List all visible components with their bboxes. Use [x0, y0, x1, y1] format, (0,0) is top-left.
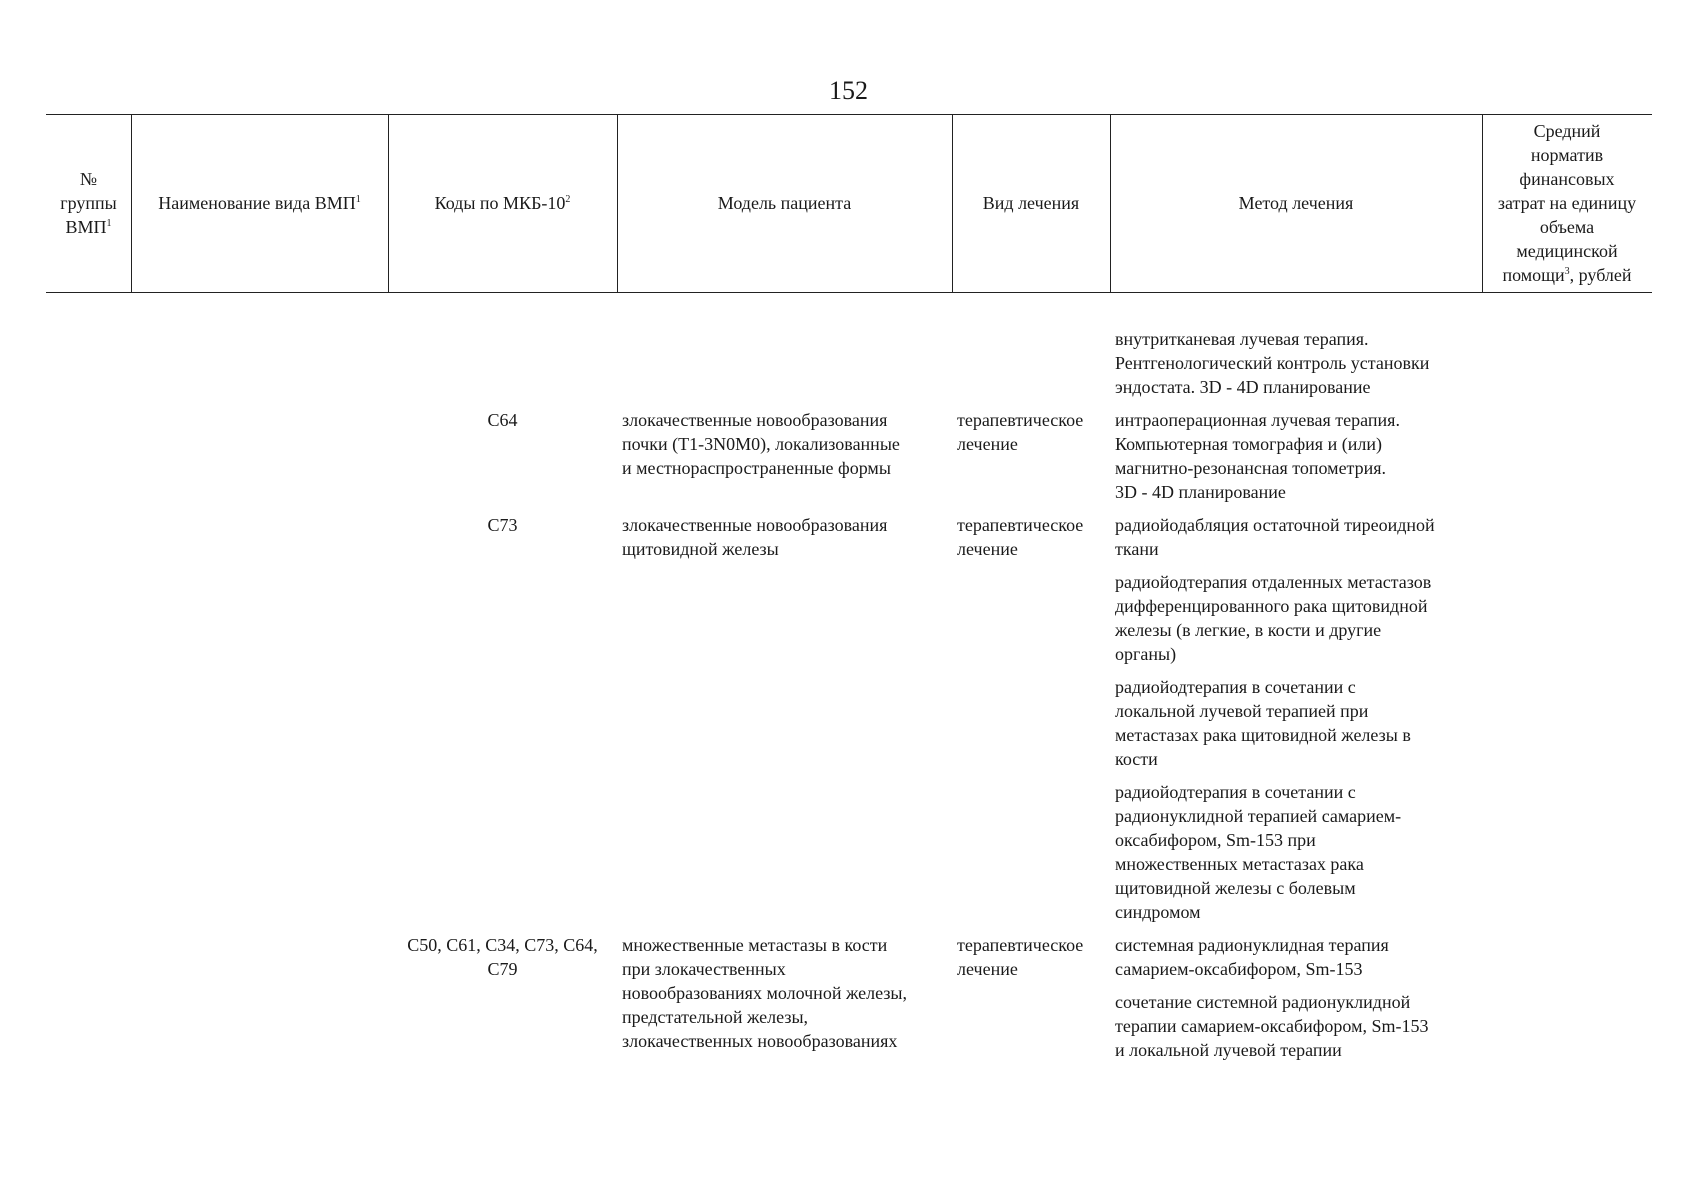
text-line: органы): [1115, 644, 1177, 664]
text-line: 3D - 4D планирование: [1115, 482, 1286, 502]
footnote-mark: 1: [355, 194, 361, 205]
treatment-type: [957, 933, 1083, 981]
text-line: новообразованиях молочной железы,: [622, 983, 908, 1003]
header-treatment-method: [1110, 114, 1482, 292]
text-line: множественные метастазы в кости: [622, 935, 888, 955]
header-text: Наименование вида ВМП: [158, 193, 356, 213]
header-text: Средний: [1533, 121, 1601, 141]
text-line: злокачественные новообразования: [622, 515, 888, 535]
header-patient-model: [617, 114, 952, 292]
patient-model: [622, 408, 900, 480]
page-number: 152: [829, 76, 868, 105]
text-line: синдромом: [1115, 902, 1201, 922]
text-line: Компьютерная томография и (или): [1115, 434, 1382, 454]
text-line: злокачественных новообразованиях: [622, 1031, 898, 1051]
text-line: при злокачественных: [622, 959, 786, 979]
footnote-mark: 3: [1564, 266, 1570, 277]
text-line: системная радионуклидная терапия: [1115, 935, 1389, 955]
header-text: №: [79, 169, 98, 189]
text-line: C79: [487, 959, 518, 979]
text-line: локальной лучевой терапией при: [1115, 701, 1369, 721]
treatment-type: [957, 408, 1083, 456]
text-line: радионуклидной терапией самарием-: [1115, 806, 1402, 826]
treatment-method: [1115, 990, 1428, 1062]
text-line: множественных метастазах рака: [1115, 854, 1364, 874]
text-line: внутритканевая лучевая терапия.: [1115, 329, 1369, 349]
treatment-method: [1115, 327, 1429, 399]
text-line: сочетание системной радионуклидной: [1115, 992, 1411, 1012]
text-line: C50, C61, C34, C73, C64,: [407, 935, 598, 955]
header-text: помощи: [1502, 265, 1565, 285]
text-line: и локальной лучевой терапии: [1115, 1040, 1342, 1060]
text-line: радиойодтерапия в сочетании с: [1115, 677, 1356, 697]
text-line: лечение: [957, 539, 1018, 559]
text-line: железы (в легкие, в кости и другие: [1115, 620, 1382, 640]
text-line: щитовидной железы с болевым: [1115, 878, 1356, 898]
text-line: интраоперационная лучевая терапия.: [1115, 410, 1400, 430]
header-text: медицинской: [1516, 241, 1618, 261]
text-line: кости: [1115, 749, 1158, 769]
text-line: предстательной железы,: [622, 1007, 809, 1027]
text-line: лечение: [957, 434, 1018, 454]
text-line: дифференцированного рака щитовидной: [1115, 596, 1428, 616]
patient-model: [622, 933, 907, 1053]
text-line: злокачественные новообразования: [622, 410, 888, 430]
header-text: Коды по МКБ-10: [434, 193, 566, 213]
patient-model: [622, 513, 887, 561]
text-line: лечение: [957, 959, 1018, 979]
text-line: C64: [487, 410, 518, 430]
icd-code: [388, 408, 617, 432]
header-text: норматив: [1530, 145, 1604, 165]
treatment-method: [1115, 933, 1389, 981]
header-text: Вид лечения: [982, 193, 1080, 213]
text-line: ткани: [1115, 539, 1159, 559]
icd-code: [388, 933, 617, 981]
header-treatment-type: [952, 114, 1110, 292]
icd-code: [388, 513, 617, 537]
header-text: затрат на единицу: [1497, 193, 1637, 213]
header-text: Метод лечения: [1238, 193, 1354, 213]
treatment-method: [1115, 408, 1400, 504]
header-text: группы: [60, 193, 117, 213]
treatment-method: [1115, 780, 1401, 924]
header-text: ВМП: [65, 217, 107, 237]
text-line: терапевтическое: [957, 515, 1084, 535]
text-line: самарием-оксабифором, Sm-153: [1115, 959, 1363, 979]
text-line: оксабифором, Sm-153 при: [1115, 830, 1316, 850]
text-line: метастазах рака щитовидной железы в: [1115, 725, 1411, 745]
treatment-method: [1115, 675, 1411, 771]
footnote-mark: 1: [106, 218, 112, 229]
text-line: эндостата. 3D - 4D планирование: [1115, 377, 1371, 397]
treatment-type: [957, 513, 1083, 561]
header-icd-codes: [388, 114, 617, 292]
text-line: щитовидной железы: [622, 539, 779, 559]
text-line: терапевтическое: [957, 410, 1084, 430]
header-bottom-rule: [46, 292, 1652, 293]
text-line: терапии самарием-оксабифором, Sm-153: [1115, 1016, 1429, 1036]
footnote-mark: 2: [565, 194, 571, 205]
text-line: C73: [487, 515, 518, 535]
header-cost-standard: [1482, 114, 1652, 292]
text-line: радиойодтерапия отдаленных метастазов: [1115, 572, 1432, 592]
header-text: Модель пациента: [717, 193, 852, 213]
text-line: Рентгенологический контроль установки: [1115, 353, 1430, 373]
text-line: почки (T1-3N0M0), локализованные: [622, 434, 900, 454]
text-line: радиойодтерапия в сочетании с: [1115, 782, 1356, 802]
header-text: объема: [1539, 217, 1595, 237]
text-line: магнитно-резонансная топометрия.: [1115, 458, 1387, 478]
text-line: и местнораспространенные формы: [622, 458, 891, 478]
header-group-number: [46, 114, 131, 292]
treatment-method: [1115, 513, 1435, 561]
text-line: радиойодабляция остаточной тиреоидной: [1115, 515, 1435, 535]
text-line: терапевтическое: [957, 935, 1084, 955]
header-vmp-name: [131, 114, 388, 292]
header-text: финансовых: [1519, 169, 1615, 189]
header-text: , рублей: [1569, 265, 1632, 285]
treatment-method: [1115, 570, 1431, 666]
